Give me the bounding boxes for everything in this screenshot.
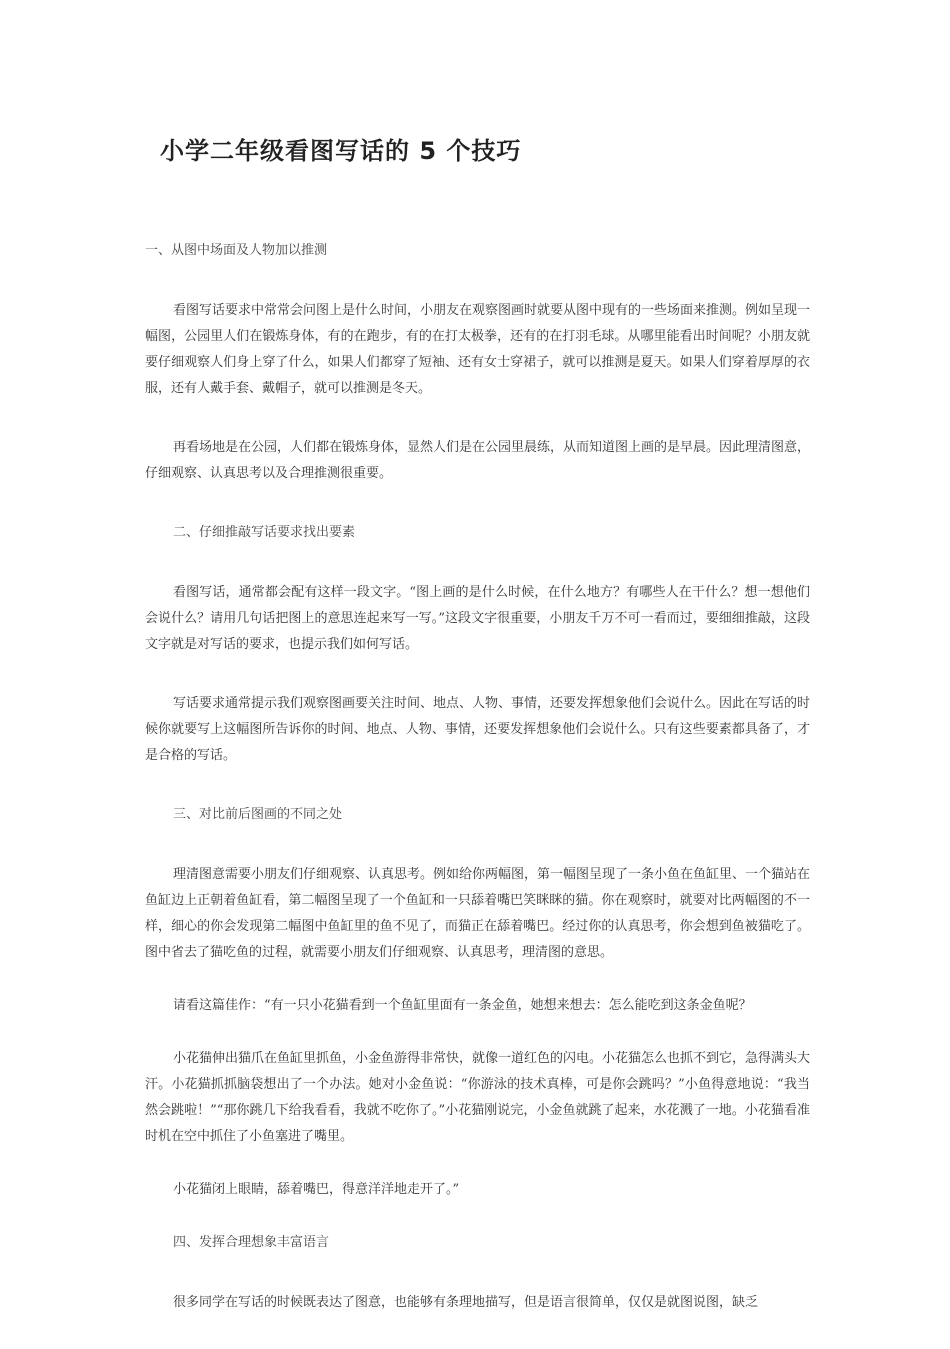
- paragraph: 很多同学在写话的时候既表达了图意，也能够有条理地描写，但是语言很简单，仅仅是就图说图，缺乏: [173, 1295, 759, 1310]
- paragraph: 小花猫伸出猫爪在鱼缸里抓鱼，小金鱼游得非常快，就像一道红色的闪电。小花猫怎么也抓不到它，急得满头大汗。小花猫抓抓脑袋想出了一个办法。她对小金鱼说：“你游泳的技术真棒，可是你会跳吗？”小鱼得意地说：“我当然会跳啦！”“那你跳几下给我看看，我就不吃你了。”小花猫刚说完，小金鱼就跳了起来，水花溅了一地。小花猫看准时机在空中抓住了小鱼塞进了嘴里。: [145, 1051, 811, 1144]
- section-heading-3: 三、对比前后图画的不同之处: [173, 807, 343, 822]
- article-body: [145, 238, 810, 1349]
- paragraph: 理清图意需要小朋友们仔细观察、认真思考。例如给你两幅图，第一幅图呈现了一条小鱼在鱼缸里、一个猫站在鱼缸边上正朝着鱼缸看，第二幅图呈现了一个鱼缸和一只舔着嘴巴笑眯眯的猫。你在观察时，就要对比两幅图的不一样，细心的你会发现第二幅图中鱼缸里的鱼不见了，而猫正在舔着嘴巴。经过你的认真思考，你会想到鱼被猫吃了。图中省去了猫吃鱼的过程，就需要小朋友们仔细观察、认真思考，理清图的意思。: [145, 867, 811, 960]
- paragraph: 写话要求通常提示我们观察图画要关注时间、地点、人物、事情，还要发挥想象他们会说什么。因此在写话的时候你就要写上这幅图所告诉你的时间、地点、人物、事情，还要发挥想象他们会说什么。只有这些要素都具备了，才是合格的写话。: [145, 696, 811, 763]
- paragraph: 看图写话要求中常常会问图上是什么时间，小朋友在观察图画时就要从图中现有的一些场面来推测。例如呈现一幅图，公园里人们在锻炼身体，有的在跑步，有的在打太极拳，还有的在打羽毛球。从哪里能看出时间呢？小朋友就要仔细观察人们身上穿了什么，如果人们都穿了短袖、还有女士穿裙子，就可以推测是夏天。如果人们穿着厚厚的衣服，还有人戴手套、戴帽子，就可以推测是冬天。: [145, 303, 811, 396]
- paragraph: 再看场地是在公园，人们都在锻炼身体，显然人们是在公园里晨练，从而知道图上画的是早晨。因此理清图意，仔细观察、认真思考以及合理推测很重要。: [145, 440, 811, 481]
- page-title: 小学二年级看图写话的 5 个技巧: [160, 137, 522, 165]
- section-heading-2: 二、仔细推敲写话要求找出要素: [173, 525, 356, 540]
- paragraph: 请看这篇佳作：“有一只小花猫看到一个鱼缸里面有一条金鱼，她想来想去：怎么能吃到这条金鱼呢？: [173, 998, 752, 1013]
- section-heading-4: 四、发挥合理想象丰富语言: [173, 1235, 330, 1250]
- paragraph: 看图写话，通常都会配有这样一段文字。“图上画的是什么时候，在什么地方？有哪些人在干什么？想一想他们会说什么？请用几句话把图上的意思连起来写一写。”这段文字很重要，小朋友千万不可一看而过，要细细推敲，这段文字就是对写话的要求，也提示我们如何写话。: [145, 585, 810, 652]
- section-heading-1: 一、从图中场面及人物加以推测: [145, 243, 328, 258]
- paragraph: 小花猫闭上眼睛，舔着嘴巴，得意洋洋地走开了。”: [173, 1182, 460, 1197]
